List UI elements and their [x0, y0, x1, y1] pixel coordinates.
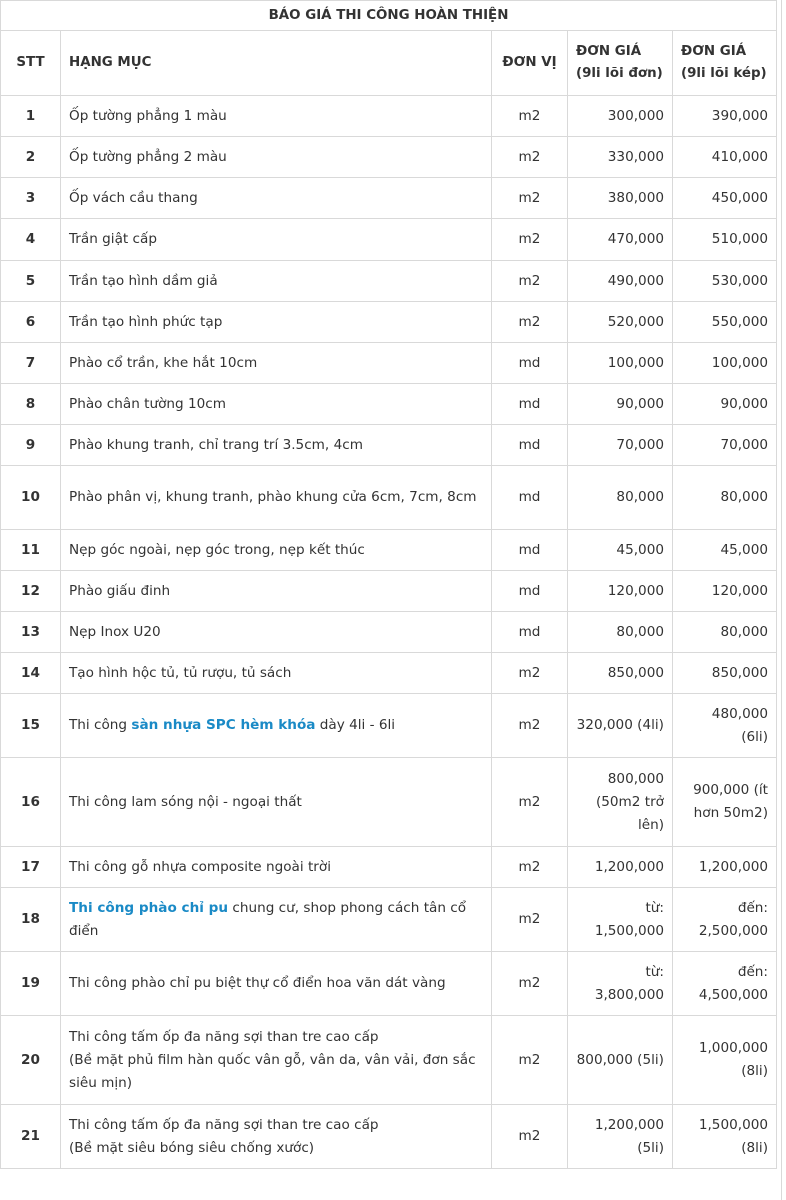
row-item-text: Thi công lam sóng nội - ngoại thất — [69, 793, 302, 810]
row-stt: 5 — [1, 261, 61, 302]
table-row — [1, 1016, 777, 1105]
row-item — [61, 694, 492, 758]
row-item-text: Trần tạo hình phức tạp — [69, 313, 223, 330]
table-row — [1, 343, 777, 384]
row-item — [61, 758, 492, 847]
table-title: BÁO GIÁ THI CÔNG HOÀN THIỆN — [1, 1, 777, 31]
row-item — [61, 888, 492, 952]
table-row — [1, 261, 777, 302]
row-stt: 21 — [1, 1105, 61, 1169]
row-item-text: Ốp vách cầu thang — [69, 189, 198, 206]
header-price-double — [673, 31, 777, 96]
table-row — [1, 571, 777, 612]
row-item — [61, 612, 492, 653]
row-stt: 10 — [1, 466, 61, 530]
row-item-text: Phào khung tranh, chỉ trang trí 3.5cm, 4cm — [69, 436, 363, 453]
row-stt: 15 — [1, 694, 61, 758]
row-unit: md — [492, 571, 568, 612]
row-price-double: 480,000 (6li) — [673, 694, 777, 758]
row-price-double: 1,500,000 (8li) — [673, 1105, 777, 1169]
table-row — [1, 178, 777, 219]
row-item — [61, 302, 492, 343]
row-unit: m2 — [492, 888, 568, 952]
table-row — [1, 758, 777, 847]
row-price-single: 520,000 — [568, 302, 673, 343]
header-price-single-l1: ĐƠN GIÁ — [576, 44, 642, 59]
row-unit: md — [492, 466, 568, 530]
table-row — [1, 653, 777, 694]
row-price-single: 80,000 — [568, 466, 673, 530]
row-item-text: Nẹp góc ngoài, nẹp góc trong, nẹp kết thúc — [69, 541, 365, 558]
row-item — [61, 178, 492, 219]
row-price-single: 45,000 — [568, 530, 673, 571]
row-unit: md — [492, 530, 568, 571]
row-stt: 13 — [1, 612, 61, 653]
header-price-double-l1: ĐƠN GIÁ — [681, 44, 747, 59]
row-price-double: 80,000 — [673, 466, 777, 530]
row-item-text: Thi công phào chỉ pu biệt thự cổ điển hoa văn dát vàng — [69, 975, 446, 991]
row-item — [61, 343, 492, 384]
row-price-single: 330,000 — [568, 137, 673, 178]
table-row — [1, 530, 777, 571]
row-stt: 16 — [1, 758, 61, 847]
row-item-text: Phào chân tường 10cm — [69, 395, 226, 412]
row-item — [61, 384, 492, 425]
row-price-double: đến: 2,500,000 — [673, 888, 777, 952]
row-price-double: 45,000 — [673, 530, 777, 571]
row-item — [61, 952, 492, 1016]
table-row — [1, 219, 777, 261]
table-row — [1, 612, 777, 653]
row-item — [61, 1105, 492, 1169]
row-item — [61, 466, 492, 530]
row-price-single: 300,000 — [568, 96, 673, 137]
row-item — [61, 96, 492, 137]
row-unit: m2 — [492, 137, 568, 178]
header-price-single — [568, 31, 673, 96]
row-item-note: (Bề mặt phủ film hàn quốc vân gỗ, vân da, vân vải, đơn sắc siêu mịn) — [69, 1051, 476, 1091]
row-price-single: 100,000 — [568, 343, 673, 384]
row-unit: m2 — [492, 952, 568, 1016]
table-row — [1, 466, 777, 530]
row-price-single: từ: 3,800,000 — [568, 952, 673, 1016]
row-price-double: 1,200,000 — [673, 847, 777, 888]
row-stt: 1 — [1, 96, 61, 137]
row-stt: 6 — [1, 302, 61, 343]
row-unit: m2 — [492, 694, 568, 758]
row-price-double: 120,000 — [673, 571, 777, 612]
row-stt: 14 — [1, 653, 61, 694]
row-unit: m2 — [492, 653, 568, 694]
row-item-text: Thi công tấm ốp đa năng sợi than tre cao cấp — [69, 1028, 379, 1045]
row-price-double: 900,000 (ít hơn 50m2) — [673, 758, 777, 847]
row-price-double: 90,000 — [673, 384, 777, 425]
row-price-single: 320,000 (4li) — [568, 694, 673, 758]
row-item-text: Trần giật cấp — [69, 231, 157, 247]
row-price-single: 1,200,000 — [568, 847, 673, 888]
row-item-text: Tạo hình hộc tủ, tủ rượu, tủ sách — [69, 664, 292, 681]
row-stt: 7 — [1, 343, 61, 384]
row-item — [61, 1016, 492, 1105]
table-row — [1, 1105, 777, 1169]
row-stt: 19 — [1, 952, 61, 1016]
row-stt: 18 — [1, 888, 61, 952]
table-row — [1, 847, 777, 888]
row-item — [61, 571, 492, 612]
row-item — [61, 137, 492, 178]
table-row — [1, 302, 777, 343]
table-row — [1, 96, 777, 137]
table-row — [1, 888, 777, 952]
row-unit: m2 — [492, 758, 568, 847]
row-item — [61, 530, 492, 571]
row-price-single: 90,000 — [568, 384, 673, 425]
row-item-text: Ốp tường phẳng 1 màu — [69, 107, 227, 124]
table-row — [1, 137, 777, 178]
row-unit: m2 — [492, 96, 568, 137]
table-body — [1, 96, 777, 1169]
header-unit: ĐƠN VỊ — [492, 31, 568, 96]
row-price-single: 470,000 — [568, 219, 673, 261]
row-price-single: 490,000 — [568, 261, 673, 302]
row-item — [61, 261, 492, 302]
row-unit: md — [492, 343, 568, 384]
row-item-text: Phào phân vị, khung tranh, phào khung cửa 6cm, 7cm, 8cm — [69, 489, 477, 505]
table-row — [1, 952, 777, 1016]
row-unit: m2 — [492, 302, 568, 343]
row-stt: 17 — [1, 847, 61, 888]
row-item-note: (Bề mặt siêu bóng siêu chống xước) — [69, 1139, 315, 1156]
row-price-single: 800,000 (50m2 trở lên) — [568, 758, 673, 847]
row-stt: 8 — [1, 384, 61, 425]
row-price-double: 550,000 — [673, 302, 777, 343]
row-unit: md — [492, 384, 568, 425]
header-price-single-l2: (9li lõi đơn) — [576, 66, 663, 81]
row-price-double: 530,000 — [673, 261, 777, 302]
row-stt: 12 — [1, 571, 61, 612]
row-item — [61, 653, 492, 694]
row-price-double: 450,000 — [673, 178, 777, 219]
row-unit: m2 — [492, 1105, 568, 1169]
row-item-text: Nẹp Inox U20 — [69, 623, 161, 640]
row-item-link[interactable]: Thi công phào chỉ pu — [69, 899, 229, 916]
row-unit: md — [492, 425, 568, 466]
row-stt: 20 — [1, 1016, 61, 1105]
row-stt: 2 — [1, 137, 61, 178]
row-unit: m2 — [492, 219, 568, 261]
row-price-double: 100,000 — [673, 343, 777, 384]
row-price-double: 1,000,000 (8li) — [673, 1016, 777, 1105]
header-price-double-l2: (9li lõi kép) — [681, 66, 767, 81]
row-unit: m2 — [492, 1016, 568, 1105]
row-item-text: Ốp tường phẳng 2 màu — [69, 148, 227, 165]
row-unit: m2 — [492, 178, 568, 219]
row-unit: m2 — [492, 261, 568, 302]
row-price-double: đến: 4,500,000 — [673, 952, 777, 1016]
header-item: HẠNG MỤC — [61, 31, 492, 96]
row-price-double: 80,000 — [673, 612, 777, 653]
row-price-single: 850,000 — [568, 653, 673, 694]
row-unit: m2 — [492, 847, 568, 888]
row-item — [61, 425, 492, 466]
row-item-text: Phào giấu đinh — [69, 582, 171, 599]
row-item-text: Trần tạo hình dầm giả — [69, 272, 218, 289]
row-price-double: 390,000 — [673, 96, 777, 137]
row-item-text: Thi công tấm ốp đa năng sợi than tre cao cấp — [69, 1116, 379, 1133]
row-price-single: từ: 1,500,000 — [568, 888, 673, 952]
row-price-double: 510,000 — [673, 219, 777, 261]
row-stt: 11 — [1, 530, 61, 571]
header-row — [1, 31, 777, 96]
row-item-text: dày 4li - 6li — [315, 717, 396, 733]
row-price-double: 70,000 — [673, 425, 777, 466]
row-price-single: 800,000 (5li) — [568, 1016, 673, 1105]
row-price-single: 120,000 — [568, 571, 673, 612]
row-item-link[interactable]: sàn nhựa SPC hèm khóa — [131, 717, 316, 733]
row-price-single: 380,000 — [568, 178, 673, 219]
header-stt: STT — [1, 31, 61, 96]
row-stt: 3 — [1, 178, 61, 219]
right-border-line — [781, 0, 782, 1200]
table-row — [1, 694, 777, 758]
row-item-text: chung cư, shop phong cách tân cổ điển — [69, 899, 467, 939]
table-row — [1, 425, 777, 466]
row-item — [61, 219, 492, 261]
row-price-double: 410,000 — [673, 137, 777, 178]
row-price-single: 80,000 — [568, 612, 673, 653]
row-item-text: Thi công gỗ nhựa composite ngoài trời — [69, 858, 331, 875]
row-item-text: Phào cổ trần, khe hắt 10cm — [69, 354, 258, 371]
row-stt: 4 — [1, 219, 61, 261]
row-price-single: 70,000 — [568, 425, 673, 466]
row-stt: 9 — [1, 425, 61, 466]
row-item — [61, 847, 492, 888]
row-item-text: Thi công — [69, 717, 132, 733]
table-row — [1, 384, 777, 425]
row-price-single: 1,200,000 (5li) — [568, 1105, 673, 1169]
row-unit: md — [492, 612, 568, 653]
row-price-double: 850,000 — [673, 653, 777, 694]
